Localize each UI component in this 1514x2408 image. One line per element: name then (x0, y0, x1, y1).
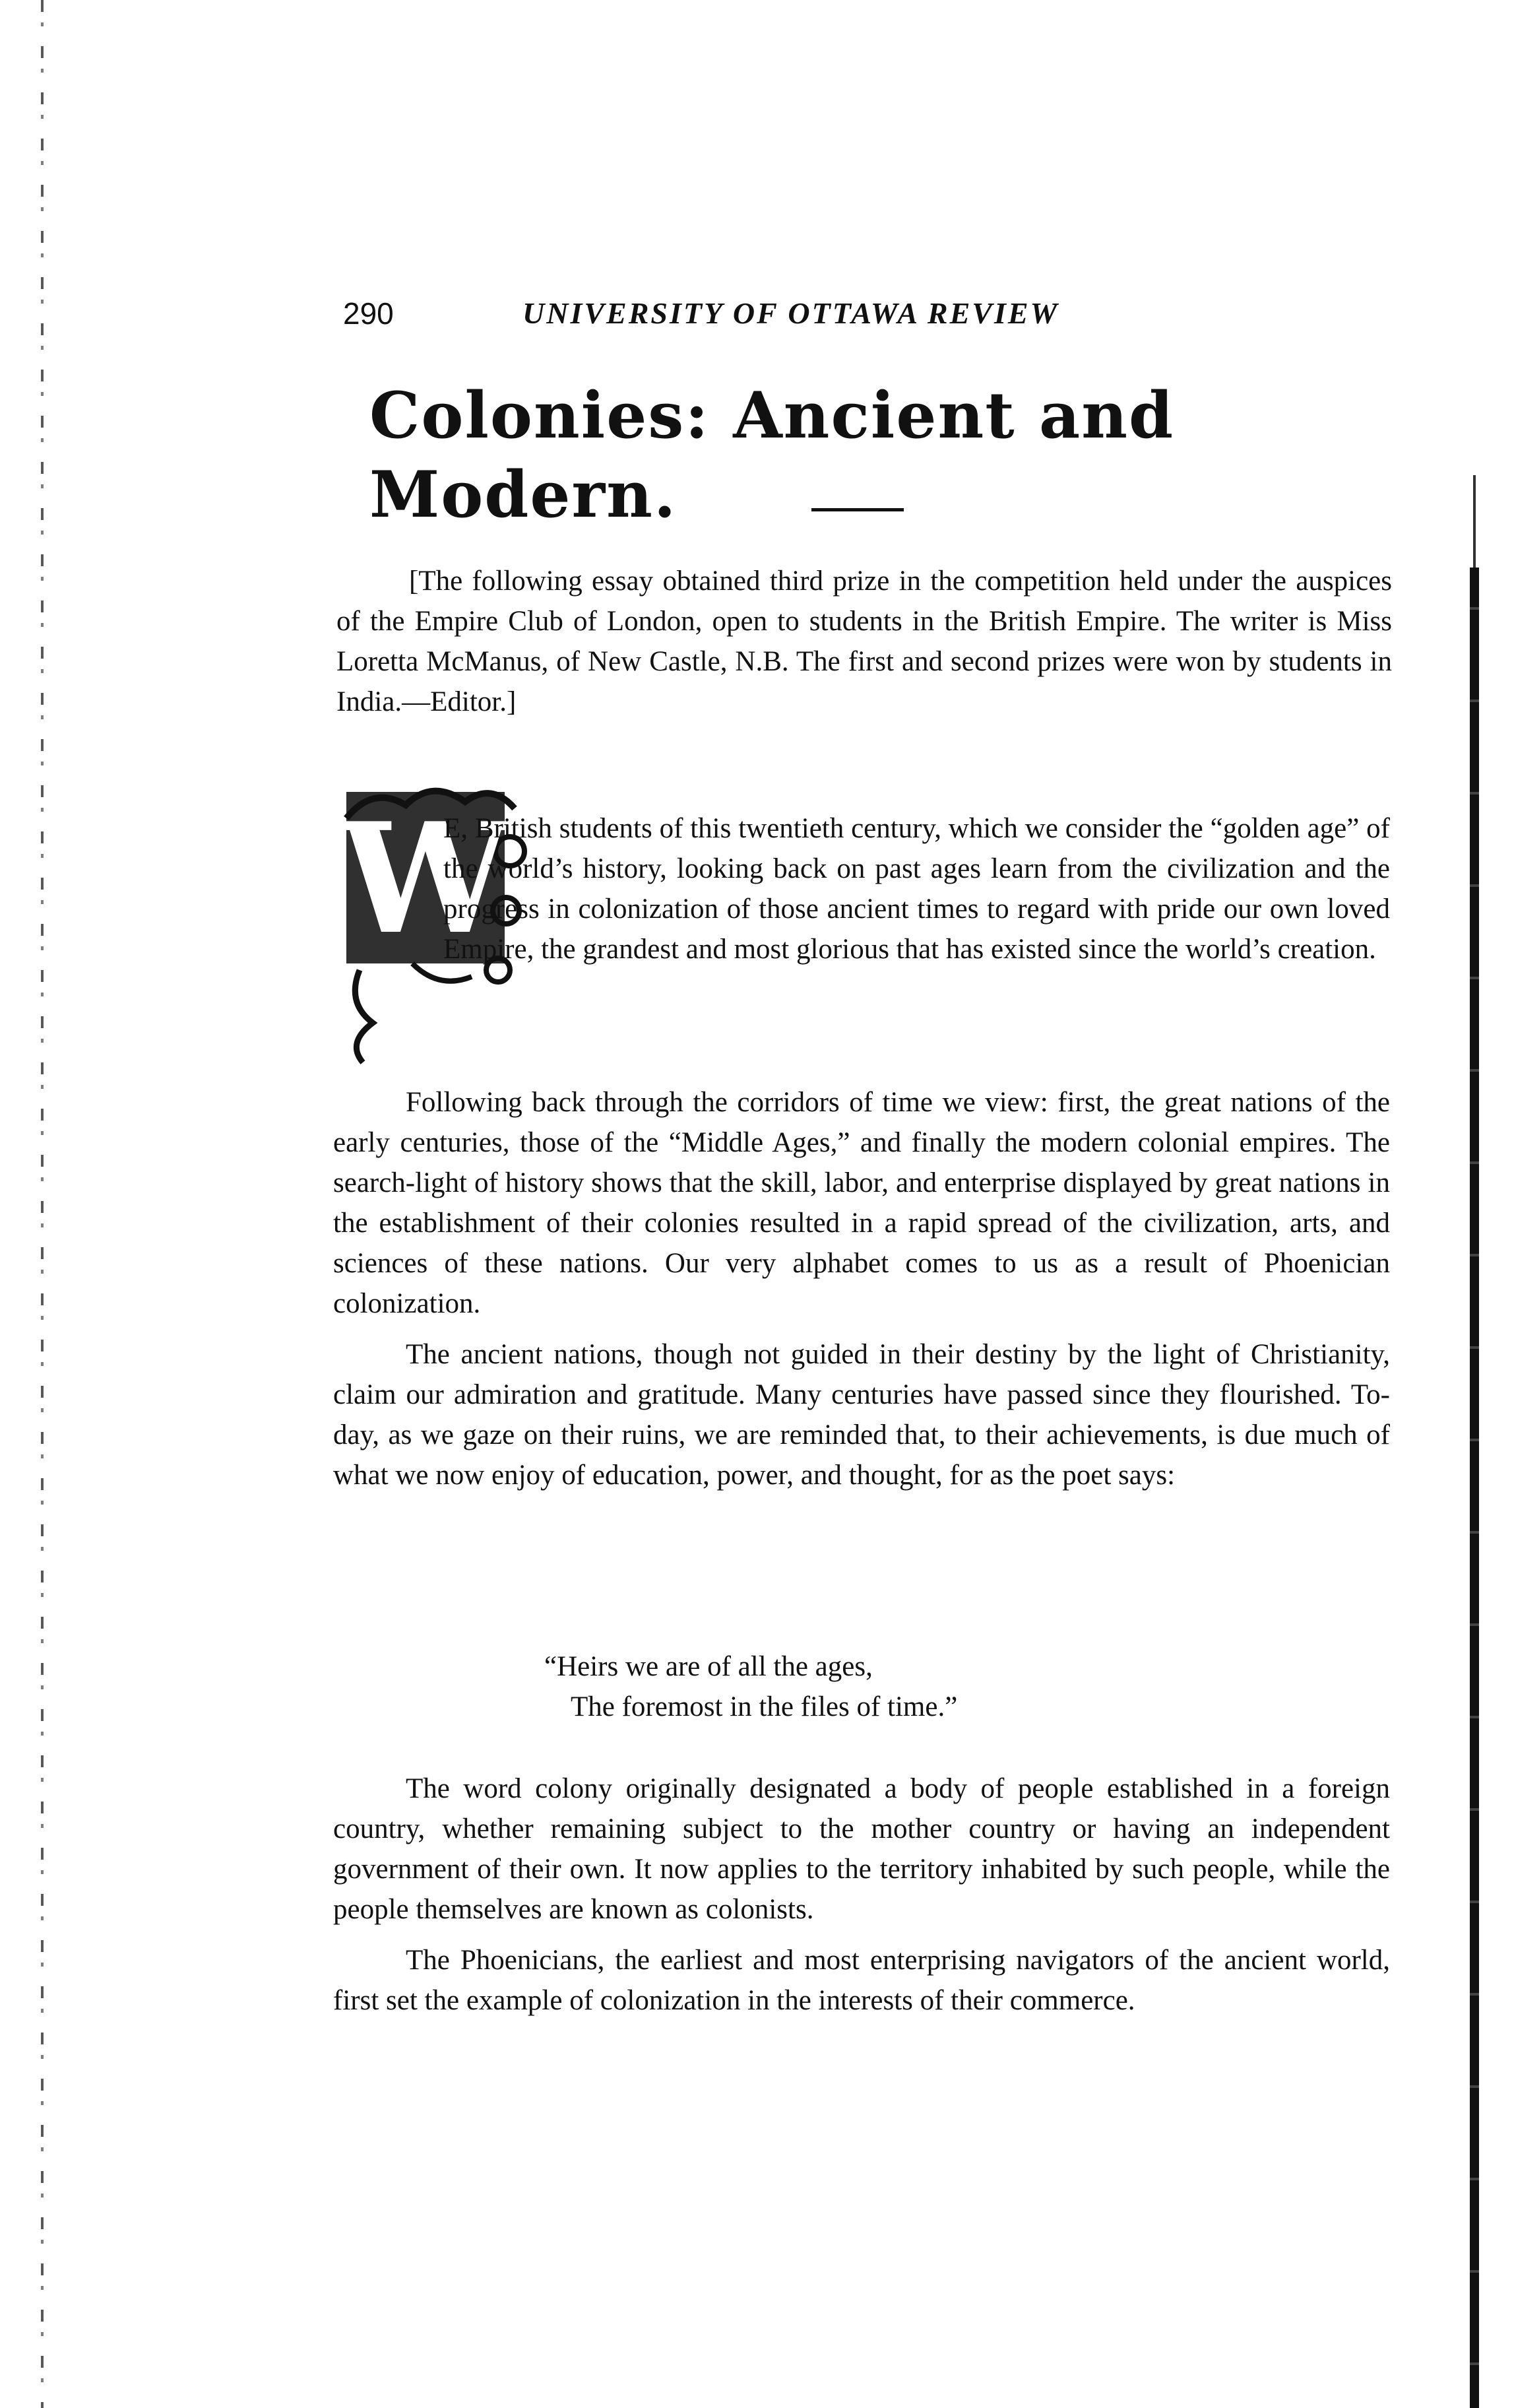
drop-cap-letter: W (340, 790, 511, 968)
scan-edge-left (41, 0, 44, 2408)
poetry-quote (544, 1646, 957, 1727)
lead-paragraph: E, British students of this twentieth century, which we consider the “golden age” of the world’s history, looking back on past ages learn from the civilization and the progress in colonization of those ancient times to regard with pride our own loved Empire, the grandest and most glorious that has existed since the world’s creation. (443, 813, 1390, 965)
paragraph: Following back through the corridors of time we view: first, the great nations of the early centuries, those of the “Middle Ages,” and finally the modern colonial empires. The search-light of history shows that the skill, labor, and enterprise displayed by great nations in the establishment of their colonies resulted in a rapid spread of the civilization, arts, and sciences of these nations. Our very alphabet comes to us as a result of Phoenician colonization. (333, 1087, 1390, 1319)
paragraph: The word colony originally designated a body of people established in a foreign country, whether remaining subject to the mother country or having an independent government of their own. It now applies to the territory inhabited by such people, while the people themselves are known as colonists. (333, 1773, 1390, 1925)
paragraph: The ancient nations, though not guided in their destiny by the light of Christianity, claim our admiration and gratitude. Many centuries have passed since they flourished. To-day, as we gaze on their ruins, we are reminded that, to their achievements, is due much of what we now enjoy of education, power, and thought, for as the poet says: (333, 1339, 1390, 1491)
running-head: UNIVERSITY OF OTTAWA REVIEW (522, 296, 1059, 330)
body-paragraphs (333, 1082, 1390, 1495)
page-number: 290 (343, 296, 394, 331)
page-header (343, 290, 1201, 337)
scan-edge-right-top (1473, 475, 1476, 568)
editor-note: [The following essay obtained third prize in the competition held under the auspices of the Empire Club of London, open to students in the British Empire. The writer is Miss Loretta McManus, of New Castle, N.B. The first and second prizes were won by students in India.—Editor.] (336, 566, 1392, 717)
body-paragraphs-after-quote (333, 1769, 1390, 2021)
article-title: Colonies: Ancient and Modern. (369, 378, 1175, 532)
paragraph: The Phoenicians, the earliest and most enterprising navigators of the ancient world, first set the example of colonization in the interests of their commerce. (333, 1945, 1390, 2016)
quote-line: “Heirs we are of all the ages, (544, 1651, 873, 1682)
quote-line: The foremost in the files of time.” (571, 1691, 958, 1722)
scan-edge-right (1470, 568, 1479, 2408)
title-rule (811, 508, 904, 511)
